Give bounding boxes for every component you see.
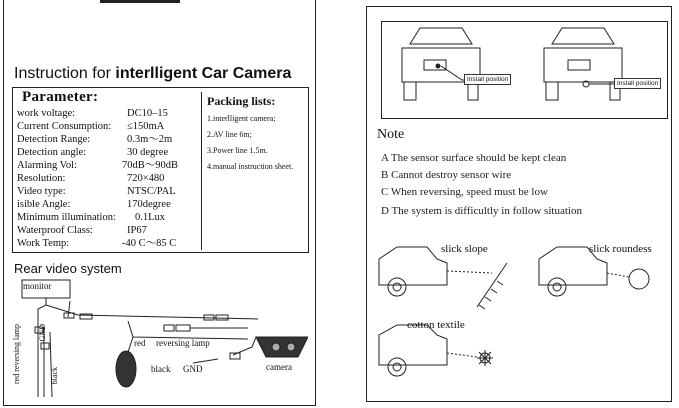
install-position-box <box>381 21 668 119</box>
param-label: Resolution: <box>17 173 66 184</box>
note-item: A The sensor surface should be kept clean <box>381 152 567 164</box>
red-label: red <box>134 338 146 348</box>
param-label: Video type: <box>17 186 66 197</box>
title-bold: interlligent Car Camera <box>115 65 292 82</box>
instruction-page-left <box>3 0 316 406</box>
param-value: -40 C～85 C <box>122 238 177 249</box>
param-value: ≤150mA <box>127 121 165 132</box>
param-row <box>17 147 169 159</box>
note-item: C When reversing, speed must be low <box>381 186 548 198</box>
situation-label-slick-roundess: slick roundess <box>589 243 652 255</box>
param-value: NTSC/PAL <box>127 186 176 197</box>
param-value: IP67 <box>127 225 147 236</box>
install-position-label: Install position <box>614 78 661 89</box>
camera-label: camera <box>266 362 292 372</box>
packing-item: 2.AV line 6m; <box>207 130 252 139</box>
param-label: Work Temp: <box>17 238 70 249</box>
param-value: 30 degree <box>127 147 169 158</box>
param-row <box>17 225 147 237</box>
red-reversing-lamp-label: red reversing lamp <box>12 324 21 384</box>
param-value: 0.1Lux <box>135 212 166 223</box>
instruction-page-right <box>366 6 672 402</box>
param-label: Detection angle: <box>17 147 87 158</box>
param-value: 170degree <box>127 199 171 210</box>
gnd-label: GND <box>38 324 47 342</box>
param-label: Waterproof Class: <box>17 225 93 236</box>
page-title <box>14 65 291 83</box>
monitor-label: monitor <box>23 281 52 291</box>
column-divider <box>201 92 202 250</box>
param-row <box>17 160 179 172</box>
note-item: D The system is difficultly in follow situation <box>381 205 582 217</box>
note-title: Note <box>377 127 405 142</box>
reversing-lamp-label: reversing lamp <box>156 338 210 348</box>
parameter-box <box>12 87 309 253</box>
param-row <box>17 186 176 198</box>
top-cutoff-mark <box>100 0 180 3</box>
param-label: Current Consumption: <box>17 121 112 132</box>
situation-diagrams <box>367 235 667 395</box>
packing-heading: Packing lists: <box>207 94 276 108</box>
situation-label-cotton-textile: cotton textile <box>407 319 465 331</box>
black-label: black <box>50 367 59 385</box>
param-row <box>17 173 165 185</box>
packing-item: 4.manual instruction sheet. <box>207 162 294 171</box>
param-label: isible Angle: <box>17 199 71 210</box>
install-position-label: Install position <box>464 74 511 85</box>
param-row <box>17 108 168 120</box>
packing-item: 3.Power line 1.5m. <box>207 146 268 155</box>
car-rear-diagrams <box>382 22 667 118</box>
note-item: B Cannot destroy sensor wire <box>381 169 512 181</box>
situation-label-slick-slope: slick slope <box>441 243 488 255</box>
gnd2-label: GND <box>183 364 203 374</box>
param-row <box>17 121 165 133</box>
param-label: Alarming Vol: <box>17 160 77 171</box>
packing-item: 1.interlligent camera; <box>207 114 276 123</box>
param-row <box>17 212 166 224</box>
param-row <box>17 199 171 211</box>
param-value: DC10–15 <box>127 108 168 119</box>
rear-video-title: Rear video system <box>14 261 122 276</box>
param-row <box>17 134 173 146</box>
param-label: work voltage: <box>17 108 76 119</box>
param-label: Detection Range: <box>17 134 91 145</box>
param-value: 0.3m～2m <box>127 134 173 145</box>
param-label: Minimum illumination: <box>17 212 116 223</box>
param-value: 70dB～90dB <box>122 160 179 171</box>
param-row <box>17 238 177 250</box>
title-prefix: Instruction for <box>14 65 116 82</box>
black2-label: black <box>151 364 171 374</box>
parameter-heading: Parameter: <box>22 89 99 105</box>
param-value: 720×480 <box>127 173 165 184</box>
